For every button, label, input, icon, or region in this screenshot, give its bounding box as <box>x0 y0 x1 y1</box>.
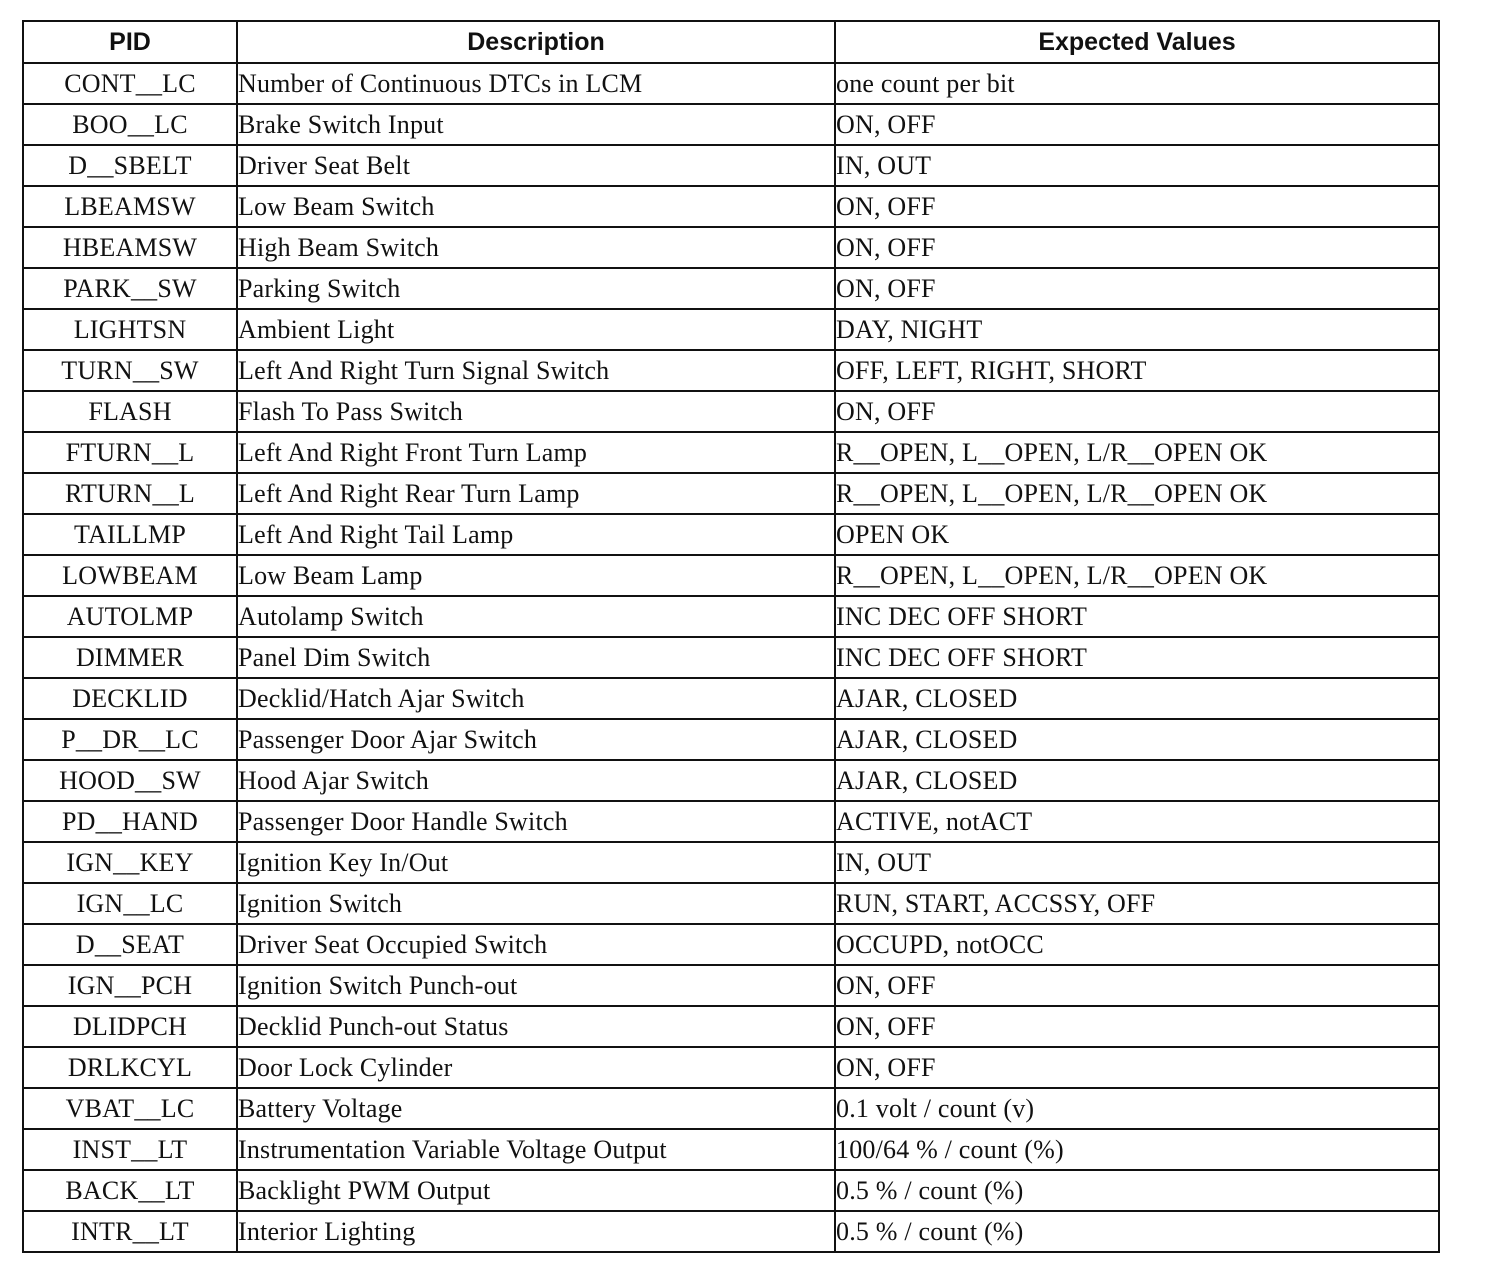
expected-values-cell: ACTIVE, notACT <box>835 801 1439 842</box>
header-row <box>23 21 1439 63</box>
table-row <box>23 473 1439 514</box>
table-row <box>23 883 1439 924</box>
description-cell: Left And Right Rear Turn Lamp <box>237 473 835 514</box>
description-cell: Ambient Light <box>237 309 835 350</box>
description-cell: Parking Switch <box>237 268 835 309</box>
expected-values-cell: ON, OFF <box>835 965 1439 1006</box>
table-row <box>23 104 1439 145</box>
table-row <box>23 1006 1439 1047</box>
table-row <box>23 965 1439 1006</box>
expected-values-cell: AJAR, CLOSED <box>835 719 1439 760</box>
pid-cell: IGN__LC <box>23 883 237 924</box>
description-cell: Left And Right Turn Signal Switch <box>237 350 835 391</box>
table-row <box>23 514 1439 555</box>
expected-values-cell: DAY, NIGHT <box>835 309 1439 350</box>
expected-values-cell: one count per bit <box>835 63 1439 104</box>
description-cell: Left And Right Tail Lamp <box>237 514 835 555</box>
description-cell: Backlight PWM Output <box>237 1170 835 1211</box>
table-row <box>23 227 1439 268</box>
pid-cell: TURN__SW <box>23 350 237 391</box>
table-row <box>23 145 1439 186</box>
table-row <box>23 719 1439 760</box>
pid-cell: RTURN__L <box>23 473 237 514</box>
description-cell: Door Lock Cylinder <box>237 1047 835 1088</box>
description-cell: Decklid Punch-out Status <box>237 1006 835 1047</box>
expected-values-cell: ON, OFF <box>835 391 1439 432</box>
expected-values-cell: 0.5 % / count (%) <box>835 1170 1439 1211</box>
pid-cell: DECKLID <box>23 678 237 719</box>
table-row <box>23 63 1439 104</box>
pid-cell: PD__HAND <box>23 801 237 842</box>
description-cell: Ignition Key In/Out <box>237 842 835 883</box>
table-row <box>23 350 1439 391</box>
table-row <box>23 309 1439 350</box>
description-cell: Passenger Door Handle Switch <box>237 801 835 842</box>
description-cell: Panel Dim Switch <box>237 637 835 678</box>
pid-cell: LOWBEAM <box>23 555 237 596</box>
description-cell: Flash To Pass Switch <box>237 391 835 432</box>
description-cell: Driver Seat Belt <box>237 145 835 186</box>
pid-table <box>22 20 1440 1253</box>
description-cell: Brake Switch Input <box>237 104 835 145</box>
table-row <box>23 1129 1439 1170</box>
table-row <box>23 678 1439 719</box>
header-pid: PID <box>23 21 237 63</box>
table-row <box>23 842 1439 883</box>
pid-cell: FLASH <box>23 391 237 432</box>
description-cell: Interior Lighting <box>237 1211 835 1252</box>
expected-values-cell: AJAR, CLOSED <box>835 760 1439 801</box>
pid-cell: PARK__SW <box>23 268 237 309</box>
table-row <box>23 801 1439 842</box>
expected-values-cell: ON, OFF <box>835 227 1439 268</box>
description-cell: High Beam Switch <box>237 227 835 268</box>
description-cell: Battery Voltage <box>237 1088 835 1129</box>
pid-cell: BOO__LC <box>23 104 237 145</box>
pid-cell: DLIDPCH <box>23 1006 237 1047</box>
pid-cell: TAILLMP <box>23 514 237 555</box>
expected-values-cell: OPEN OK <box>835 514 1439 555</box>
table-row <box>23 1211 1439 1252</box>
header-description: Description <box>237 21 835 63</box>
table-row <box>23 1047 1439 1088</box>
table-row <box>23 760 1439 801</box>
pid-cell: HBEAMSW <box>23 227 237 268</box>
expected-values-cell: INC DEC OFF SHORT <box>835 637 1439 678</box>
table-row <box>23 391 1439 432</box>
table-row <box>23 186 1439 227</box>
table-row <box>23 1170 1439 1211</box>
pid-cell: IGN__KEY <box>23 842 237 883</box>
expected-values-cell: 0.1 volt / count (v) <box>835 1088 1439 1129</box>
table-row <box>23 1088 1439 1129</box>
description-cell: Left And Right Front Turn Lamp <box>237 432 835 473</box>
expected-values-cell: ON, OFF <box>835 1006 1439 1047</box>
description-cell: Low Beam Switch <box>237 186 835 227</box>
table-row <box>23 268 1439 309</box>
table-row <box>23 637 1439 678</box>
pid-cell: FTURN__L <box>23 432 237 473</box>
description-cell: Ignition Switch Punch-out <box>237 965 835 1006</box>
pid-cell: BACK__LT <box>23 1170 237 1211</box>
expected-values-cell: IN, OUT <box>835 842 1439 883</box>
expected-values-cell: RUN, START, ACCSSY, OFF <box>835 883 1439 924</box>
expected-values-cell: OCCUPD, notOCC <box>835 924 1439 965</box>
pid-cell: INST__LT <box>23 1129 237 1170</box>
pid-cell: VBAT__LC <box>23 1088 237 1129</box>
pid-cell: CONT__LC <box>23 63 237 104</box>
description-cell: Number of Continuous DTCs in LCM <box>237 63 835 104</box>
description-cell: Instrumentation Variable Voltage Output <box>237 1129 835 1170</box>
expected-values-cell: ON, OFF <box>835 186 1439 227</box>
pid-document <box>22 20 1438 1253</box>
pid-cell: DRLKCYL <box>23 1047 237 1088</box>
pid-cell: DIMMER <box>23 637 237 678</box>
description-cell: Passenger Door Ajar Switch <box>237 719 835 760</box>
header-expected-values: Expected Values <box>835 21 1439 63</box>
expected-values-cell: 0.5 % / count (%) <box>835 1211 1439 1252</box>
expected-values-cell: INC DEC OFF SHORT <box>835 596 1439 637</box>
pid-cell: LBEAMSW <box>23 186 237 227</box>
pid-cell: D__SEAT <box>23 924 237 965</box>
expected-values-cell: R__OPEN, L__OPEN, L/R__OPEN OK <box>835 432 1439 473</box>
expected-values-cell: ON, OFF <box>835 104 1439 145</box>
table-row <box>23 432 1439 473</box>
pid-cell: LIGHTSN <box>23 309 237 350</box>
pid-cell: IGN__PCH <box>23 965 237 1006</box>
description-cell: Ignition Switch <box>237 883 835 924</box>
pid-cell: HOOD__SW <box>23 760 237 801</box>
expected-values-cell: OFF, LEFT, RIGHT, SHORT <box>835 350 1439 391</box>
pid-cell: INTR__LT <box>23 1211 237 1252</box>
expected-values-cell: ON, OFF <box>835 268 1439 309</box>
pid-cell: D__SBELT <box>23 145 237 186</box>
expected-values-cell: AJAR, CLOSED <box>835 678 1439 719</box>
expected-values-cell: ON, OFF <box>835 1047 1439 1088</box>
description-cell: Low Beam Lamp <box>237 555 835 596</box>
table-row <box>23 555 1439 596</box>
table-body <box>23 63 1439 1252</box>
expected-values-cell: R__OPEN, L__OPEN, L/R__OPEN OK <box>835 473 1439 514</box>
pid-cell: P__DR__LC <box>23 719 237 760</box>
expected-values-cell: 100/64 % / count (%) <box>835 1129 1439 1170</box>
pid-cell: AUTOLMP <box>23 596 237 637</box>
description-cell: Autolamp Switch <box>237 596 835 637</box>
table-row <box>23 924 1439 965</box>
expected-values-cell: IN, OUT <box>835 145 1439 186</box>
expected-values-cell: R__OPEN, L__OPEN, L/R__OPEN OK <box>835 555 1439 596</box>
description-cell: Driver Seat Occupied Switch <box>237 924 835 965</box>
table-row <box>23 596 1439 637</box>
description-cell: Hood Ajar Switch <box>237 760 835 801</box>
description-cell: Decklid/Hatch Ajar Switch <box>237 678 835 719</box>
